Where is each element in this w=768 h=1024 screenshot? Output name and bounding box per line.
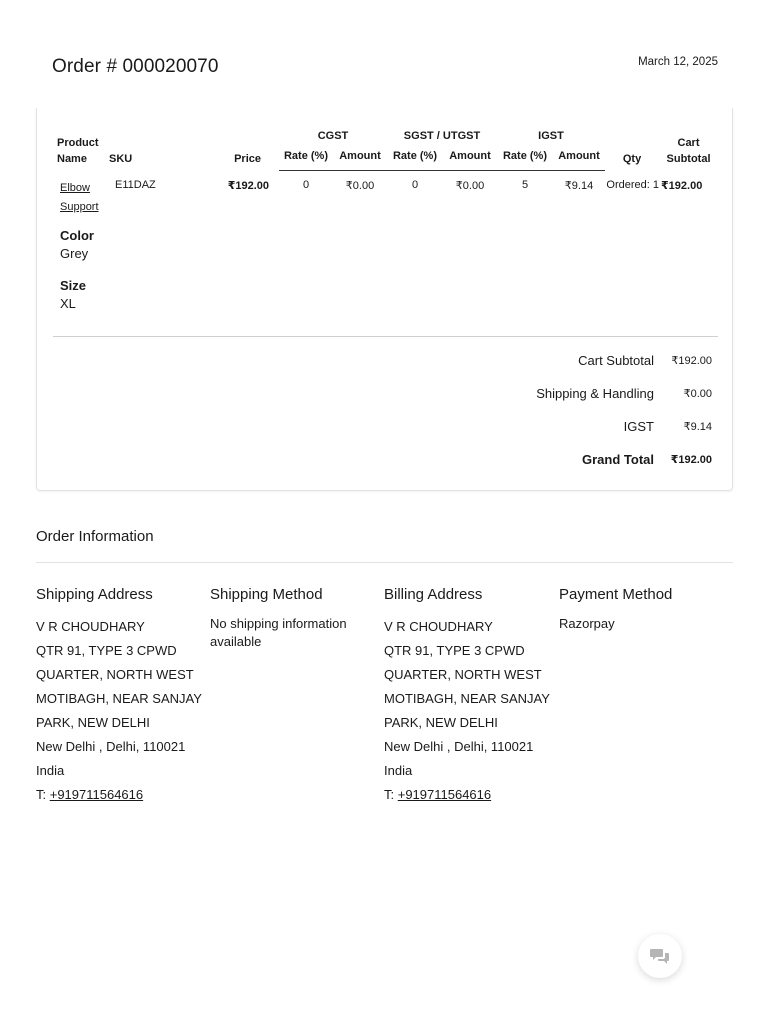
order-title: Order # 000020070 <box>52 56 219 77</box>
payment-method-text: Razorpay <box>559 616 615 631</box>
header-cgst: CGST <box>317 130 349 142</box>
igst-rate-cell: 5 <box>497 171 553 337</box>
shipping-address-section <box>36 586 211 807</box>
payment-method-section <box>559 586 734 633</box>
cgst-amount-cell: ₹0.00 <box>333 171 387 337</box>
sgst-amount-cell: ₹0.00 <box>443 171 497 337</box>
order-date: March 12, 2025 <box>638 56 718 68</box>
payment-method-title: Payment Method <box>559 586 673 603</box>
header-igst-amount: Amount <box>553 148 605 171</box>
header-sgst: SGST / UTGST <box>403 130 481 142</box>
grand-total-label: Grand Total <box>582 452 654 467</box>
option-size-value: XL <box>60 295 76 311</box>
chat-icon <box>650 948 670 964</box>
shipping-method-section <box>210 586 385 651</box>
shipping-label: Shipping & Handling <box>536 386 654 401</box>
cart-subtotal-label: Cart Subtotal <box>578 353 654 368</box>
shipping-line1: QTR 91, TYPE 3 CPWD <box>36 643 177 658</box>
billing-line4: PARK, NEW DELHI <box>384 715 498 730</box>
table-row <box>53 171 718 337</box>
header-cgst-rate: Rate (%) <box>279 148 333 171</box>
totals-row-grand <box>536 443 712 476</box>
shipping-value: ₹0.00 <box>683 388 712 400</box>
shipping-line3: MOTIBAGH, NEAR SANJAY <box>36 691 202 706</box>
header-igst-rate: Rate (%) <box>497 148 553 171</box>
totals-row-shipping <box>536 377 712 410</box>
totals-row-igst <box>536 410 712 443</box>
order-items-card <box>36 108 733 491</box>
shipping-method-title: Shipping Method <box>210 586 323 603</box>
divider <box>36 562 733 563</box>
shipping-city: New Delhi , Delhi, 110021 <box>36 739 186 754</box>
billing-address-section <box>384 586 559 807</box>
header-sgst-rate: Rate (%) <box>387 148 443 171</box>
order-information-title: Order Information <box>36 528 154 545</box>
sgst-rate-cell: 0 <box>387 171 443 337</box>
subtotal-cell: ₹192.00 <box>659 171 718 337</box>
order-totals <box>536 344 712 476</box>
cgst-rate-cell: 0 <box>279 171 333 337</box>
option-size-label: Size <box>60 277 87 293</box>
product-name-link[interactable]: Elbow Support <box>60 181 99 213</box>
header-product-name: Product Name <box>57 136 99 165</box>
billing-phone-row <box>384 783 559 807</box>
header-sku: SKU <box>109 152 133 165</box>
grand-total-value: ₹192.00 <box>670 454 712 466</box>
shipping-method-text: No shipping information available <box>210 616 347 649</box>
billing-line2: QUARTER, NORTH WEST <box>384 667 542 682</box>
header-qty: Qty <box>622 152 642 165</box>
chat-button[interactable] <box>638 934 682 978</box>
option-color-value: Grey <box>60 245 89 261</box>
sku-cell: E11DAZ <box>109 171 189 337</box>
shipping-phone-prefix: T: <box>36 787 50 802</box>
billing-address-title: Billing Address <box>384 586 483 603</box>
billing-line1: QTR 91, TYPE 3 CPWD <box>384 643 525 658</box>
billing-city: New Delhi , Delhi, 110021 <box>384 739 534 754</box>
shipping-phone-link[interactable]: +919711564616 <box>49 787 144 802</box>
billing-name: V R CHOUDHARY <box>384 619 493 634</box>
igst-amount-cell: ₹9.14 <box>553 171 605 337</box>
header-sgst-amount: Amount <box>443 148 497 171</box>
qty-cell: Ordered: 1 <box>605 171 659 337</box>
option-color-label: Color <box>60 227 94 243</box>
billing-country: India <box>384 763 413 778</box>
shipping-phone-row <box>36 783 211 807</box>
items-table <box>53 128 718 337</box>
billing-line3: MOTIBAGH, NEAR SANJAY <box>384 691 550 706</box>
cart-subtotal-value: ₹192.00 <box>671 355 712 367</box>
shipping-address-title: Shipping Address <box>36 586 153 603</box>
shipping-country: India <box>36 763 65 778</box>
totals-row-subtotal <box>536 344 712 377</box>
billing-phone-prefix: T: <box>384 787 398 802</box>
shipping-line4: PARK, NEW DELHI <box>36 715 150 730</box>
igst-value: ₹9.14 <box>683 421 712 433</box>
header-igst: IGST <box>538 130 564 142</box>
billing-phone-link[interactable]: +919711564616 <box>397 787 492 802</box>
header-cgst-amount: Amount <box>333 148 387 171</box>
header-price: Price <box>234 152 261 165</box>
shipping-name: V R CHOUDHARY <box>36 619 145 634</box>
price-cell: ₹192.00 <box>189 171 279 337</box>
igst-label: IGST <box>623 419 654 434</box>
header-cart-subtotal: Cart Subtotal <box>666 136 711 165</box>
product-cell <box>53 171 109 337</box>
shipping-line2: QUARTER, NORTH WEST <box>36 667 194 682</box>
